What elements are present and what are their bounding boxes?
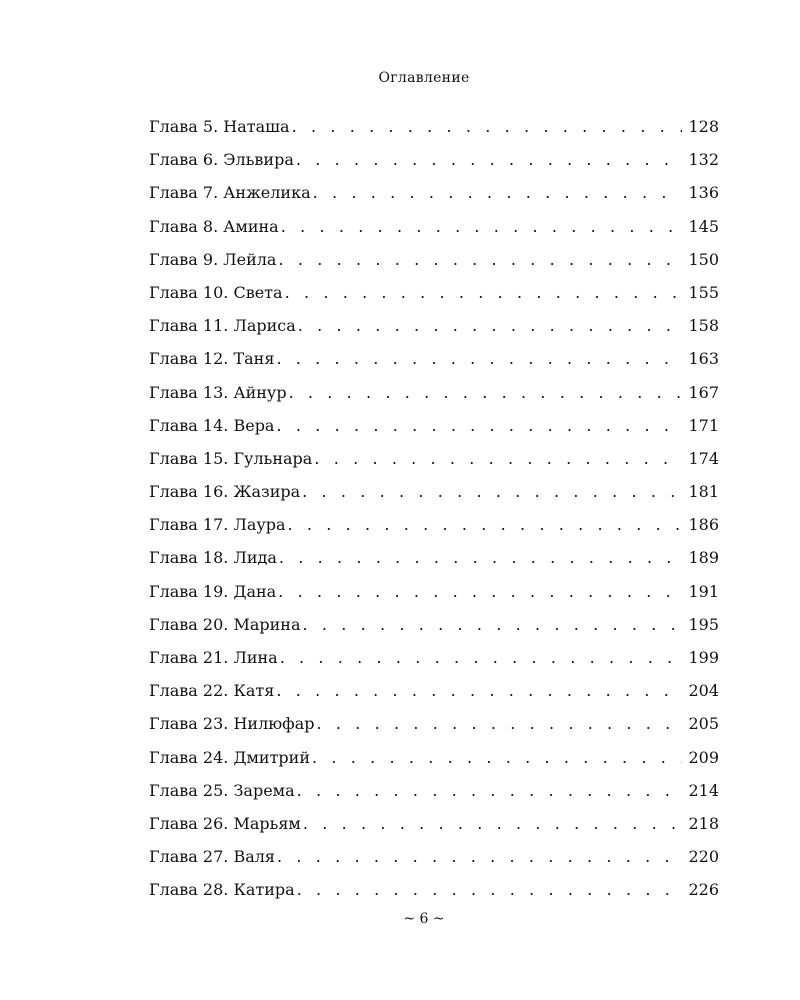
toc-dot-leader xyxy=(314,449,682,468)
toc-entry-page: 155 xyxy=(688,282,719,302)
toc-entry-title: Глава 15. Гульнара xyxy=(149,448,313,468)
toc-dot-leader xyxy=(316,714,682,733)
toc-entry xyxy=(149,515,719,548)
toc-entry-page: 132 xyxy=(688,150,719,170)
toc-entry-page: 205 xyxy=(688,714,719,734)
toc-entry-title: Глава 28. Катира xyxy=(149,880,295,900)
toc-entry-page: 128 xyxy=(688,117,719,136)
toc-entry-page: 199 xyxy=(688,648,719,667)
toc-entry-page: 174 xyxy=(688,448,719,468)
toc-entry-page: 214 xyxy=(688,780,719,800)
toc-entry-page: 136 xyxy=(688,183,719,203)
toc-entry xyxy=(149,615,719,648)
toc-entry-title: Глава 9. Лейла xyxy=(149,249,277,269)
toc-entry-title: Глава 22. Катя xyxy=(149,681,275,701)
toc-entry-title: Глава 27. Валя xyxy=(149,847,276,867)
toc-entry-title: Глава 17. Лаура xyxy=(149,515,286,535)
toc-entry-page: 181 xyxy=(688,482,719,502)
toc-entry-page: 158 xyxy=(688,316,719,336)
toc-dot-leader xyxy=(313,183,683,202)
toc-dot-leader xyxy=(278,250,682,269)
toc-entry xyxy=(149,117,719,150)
toc-dot-leader xyxy=(276,681,682,700)
toc-entry-page: 191 xyxy=(688,581,719,601)
toc-entry-title: Глава 24. Дмитрий xyxy=(149,747,310,767)
page-number: ~ 6 ~ xyxy=(403,911,445,927)
toc-dot-leader xyxy=(297,781,683,800)
toc-entry-title: Глава 7. Анжелика xyxy=(149,183,311,203)
toc-dot-leader xyxy=(296,150,683,169)
toc-entry xyxy=(149,482,719,515)
toc-entry xyxy=(149,449,719,482)
toc-entry xyxy=(149,582,719,615)
toc-dot-leader xyxy=(285,283,683,302)
toc-entry-page: 226 xyxy=(688,880,719,900)
toc-entry-page: 218 xyxy=(688,813,719,833)
toc-dot-leader xyxy=(292,117,683,136)
toc-entry xyxy=(149,316,719,349)
toc-entry-title: Глава 12. Таня xyxy=(149,349,275,369)
toc-entry-page: 163 xyxy=(688,349,719,369)
table-of-contents xyxy=(149,117,719,914)
toc-entry-title: Глава 26. Марьям xyxy=(149,813,301,833)
toc-entry xyxy=(149,880,719,913)
toc-entry xyxy=(149,349,719,382)
toc-entry xyxy=(149,814,719,847)
toc-dot-leader xyxy=(276,349,682,368)
toc-entry-title: Глава 23. Нилюфар xyxy=(149,714,315,734)
toc-entry xyxy=(149,648,719,681)
toc-entry xyxy=(149,250,719,283)
toc-entry-title: Глава 6. Эльвира xyxy=(149,150,294,170)
toc-entry-page: 220 xyxy=(688,847,719,867)
toc-entry-title: Глава 10. Света xyxy=(149,282,283,302)
toc-entry xyxy=(149,681,719,714)
page-header: Оглавление xyxy=(378,70,470,86)
toc-entry xyxy=(149,283,719,316)
toc-entry-title: Глава 19. Дана xyxy=(149,581,277,601)
toc-dot-leader xyxy=(298,316,683,335)
toc-entry-title: Глава 14. Вера xyxy=(149,415,275,435)
toc-entry-page: 150 xyxy=(688,249,719,269)
toc-entry-title: Глава 13. Айнур xyxy=(149,382,287,402)
toc-entry-page: 186 xyxy=(688,515,719,535)
toc-entry-title: Глава 8. Амина xyxy=(149,216,279,236)
toc-dot-leader xyxy=(288,515,683,534)
toc-dot-leader xyxy=(280,648,683,667)
toc-entry-page: 145 xyxy=(688,216,719,236)
toc-entry xyxy=(149,217,719,250)
toc-dot-leader xyxy=(278,582,682,601)
toc-entry-page: 209 xyxy=(688,747,719,767)
toc-entry xyxy=(149,150,719,183)
toc-entry-page: 189 xyxy=(688,548,719,568)
toc-entry-page: 195 xyxy=(688,614,719,634)
toc-dot-leader xyxy=(312,748,682,767)
toc-entry xyxy=(149,781,719,814)
toc-dot-leader xyxy=(279,548,683,567)
toc-dot-leader xyxy=(276,416,682,435)
toc-entry xyxy=(149,748,719,781)
toc-dot-leader xyxy=(281,217,683,236)
toc-entry xyxy=(149,847,719,880)
toc-entry-title: Глава 25. Зарема xyxy=(149,780,295,800)
toc-entry xyxy=(149,548,719,581)
toc-entry-title: Глава 11. Лариса xyxy=(149,316,296,336)
toc-dot-leader xyxy=(297,880,683,899)
toc-entry-title: Глава 5. Наташа xyxy=(149,117,290,136)
toc-entry-title: Глава 20. Марина xyxy=(149,614,301,634)
toc-dot-leader xyxy=(303,615,683,634)
toc-entry xyxy=(149,183,719,216)
toc-dot-leader xyxy=(289,383,683,402)
toc-entry-title: Глава 16. Жазира xyxy=(149,482,301,502)
toc-entry-page: 204 xyxy=(688,681,719,701)
toc-entry-page: 171 xyxy=(688,415,719,435)
toc-entry xyxy=(149,416,719,449)
toc-dot-leader xyxy=(302,482,682,501)
toc-entry xyxy=(149,714,719,747)
toc-dot-leader xyxy=(277,847,682,866)
toc-entry-title: Глава 21. Лина xyxy=(149,648,278,667)
toc-entry-title: Глава 18. Лида xyxy=(149,548,277,568)
toc-entry-page: 167 xyxy=(688,382,719,402)
toc-entry xyxy=(149,383,719,416)
toc-dot-leader xyxy=(303,814,683,833)
